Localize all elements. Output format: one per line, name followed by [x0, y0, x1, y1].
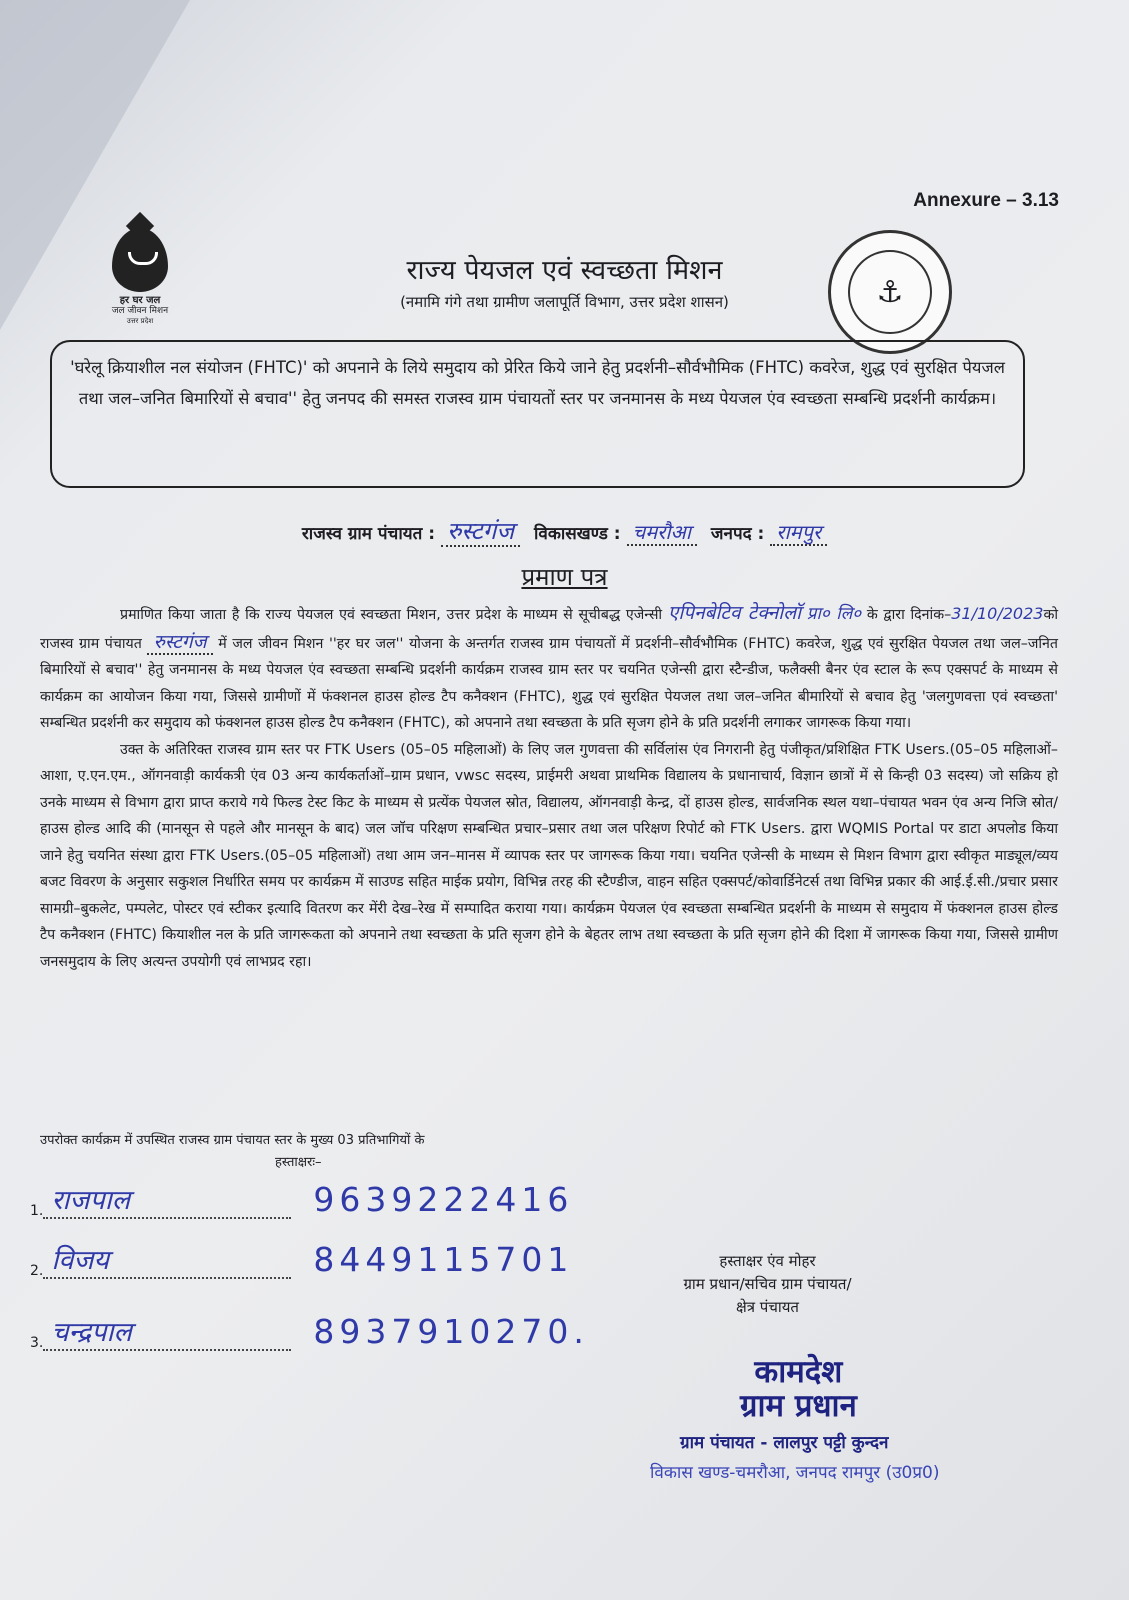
- logo-line3: उत्तर प्रदेश: [126, 317, 154, 325]
- participant-phone: 8449115701: [313, 1240, 574, 1279]
- participant-name: राजपाल: [43, 1180, 291, 1219]
- panchayat-label: राजस्व ग्राम पंचायत :: [301, 524, 436, 544]
- p1-text-c: को राजस्व ग्राम पंचायत: [40, 607, 1059, 652]
- stamp-line2: विकास खण्ड-चमरौआ, जनपद रामपुर (उ0प्र0): [650, 1463, 940, 1483]
- signature-line2: ग्राम प्रधान/सचिव ग्राम पंचायत/: [683, 1275, 852, 1293]
- up-govt-emblem-icon: ⚓: [848, 250, 932, 334]
- certificate-title: प्रमाण पत्र: [521, 563, 608, 591]
- paragraph-1: [40, 600, 1058, 737]
- page-subtitle: (नमामि गंगे तथा ग्रामीण जलापूर्ति विभाग, उत्तर प्रदेश शासन): [400, 293, 729, 311]
- stamp-title: ग्राम प्रधान: [740, 1388, 857, 1424]
- stamp-name: कामदेश: [754, 1354, 843, 1390]
- logo-line1: हर घर जल: [119, 295, 161, 306]
- page-title: राज्य पेयजल एवं स्वच्छता मिशन: [406, 255, 723, 286]
- program-title-box: 'घरेलू क्रियाशील नल संयोजन (FHTC)' को अपनाने के लिये समुदाय को प्रेरित किये जाने हेतु प्रदर्शनी–सौर्वभौमिक (FHTC) कवरेज, शुद्ध एवं सुरक्षित पेयजल तथा जल–जनित बिमारियों से बचाव'' हेतु जनपद की समस्त राजस्व ग्राम पंचायतों स्तर पर जनमानस के मध्य पेयजल एंव स्वच्छता सम्बन्धि प्रदर्शनी कार्यक्रम।: [50, 340, 1025, 488]
- participant-phone: 9639222416: [313, 1180, 574, 1219]
- certificate-body: [40, 600, 1058, 975]
- district-label: जनपद :: [710, 524, 765, 544]
- participant-phone: 8937910270.: [313, 1312, 589, 1351]
- participant-row: [30, 1180, 573, 1219]
- program-date: 31/10/2023: [951, 604, 1044, 623]
- participant-row: [30, 1240, 573, 1279]
- participant-name: विजय: [43, 1240, 291, 1279]
- logo-line2: जल जीवन मिशन: [111, 306, 169, 316]
- p1-text-b: के द्वारा दिनांक–: [866, 607, 952, 623]
- agency-name: एपिनबेटिव टेक्नोलॉ: [667, 602, 802, 624]
- participants-note: उपरोक्त कार्यक्रम में उपस्थित राजस्व ग्राम पंचायत स्तर के मुख्य 03 प्रतिभागियों के: [40, 1133, 425, 1148]
- participant-number: 1.: [30, 1203, 44, 1219]
- participant-name: चन्द्रपाल: [43, 1312, 291, 1351]
- p1-text-d: में जल जीवन मिशन ''हर घर जल'' योजना के अन्तर्गत राजस्व ग्राम पंचायतों में प्रदर्शनी–सौर्वभौमिक (FHTC) कवरेज, शुद्ध एवं सुरक्षित पेयजल तथा जल–जनित बिमारियों से बचाव'' हेतु जनमानस के मध्य पेयजल एंव स्वच्छता सम्बन्धि प्रदर्शनी कार्यक्रम राजस्व ग्राम स्तर पर चयनित एजेन्सी द्वारा स्टैन्डीज, फलैक्सी बैनर एंव स्टाल के रूप एक्सपर्ट के माध्यम से कार्यक्रम का आयोजन किया गया, जिससे ग्रामीणों में फंक्शनल हाउस होल्ड टैप कनैक्शन (FHTC), शुद्ध एवं सुरक्षित पेयजल तथा जल–जनित बीमारियों से बचाव हेतु 'जलगुणवत्ता एवं स्वच्छता' सम्बन्धित प्रदर्शनी कर समुदाय को फंक्शनल हाउस होल्ड टैप कनैक्शन (FHTC), को अपनाने तथा स्वच्छता के प्रति सृजग होने के प्रति प्रदर्शनी लगाकर जागरूक किया गया।: [40, 635, 1059, 731]
- signature-line1: हस्ताक्षर एंव मोहर: [719, 1252, 816, 1270]
- signature-block: [650, 1250, 885, 1319]
- signature-label: हस्ताक्षरः–: [275, 1155, 322, 1170]
- district-value: रामपुर: [770, 520, 827, 546]
- location-fields: [0, 514, 1129, 547]
- panchayat-value: रुस्टगंज: [441, 517, 520, 547]
- paragraph-2: उक्त के अतिरिक्त राजस्व ग्राम स्तर पर FTK Users (05–05 महिलाओं) के लिए जल गुणवत्ता की सर्विलांस एंव निगरानी हेतु पंजीकृत/प्रशिक्षित FTK Users.(05–05 महिलाओं–आशा, ए.एन.एम., ऑगनवाड़ी कार्यकत्री एंव 03 अन्य कार्यकर्ताओं–ग्राम प्रधान, vwsc सदस्य, प्राईमरी अथवा प्राथमिक विद्यालय के प्रधानाचार्य, विज्ञान छात्रों में से किन्ही 03 सदस्य) जो सक्रिय हो उनके माध्यम से विभाग द्वारा प्राप्त कराये गये फिल्ड टेस्ट किट के माध्यम से प्रत्येंक पेयजल स्रोत, विद्यालय, ऑगनवाड़ी केन्द्र, दों हाउस होल्ड, सार्वजनिक स्थल यथा–पंचायत भवन एंव अन्य निजि स्रोत/हाउस होल्ड आदि की (मानसून से पहले और मानसून के बाद) जल जॉच परिक्षण सम्बन्धित प्रचार–प्रसार तथा जल परिक्षण रिपोर्ट को FTK Users. द्वारा WQMIS Portal पर डाटा अपलोड किया जाने हेतु चयनित संस्था द्वारा FTK Users.(05–05 महिलाओं) तथा आम जन–मानस में व्यापक स्तर पर जागरूक किया गया। चयनित एजेन्सी के माध्यम से मिशन विभाग द्वारा स्वीकृत माड्यूल/व्यय बजट विवरण के अनुसार सकुशल निर्धारित समय पर कार्यक्रम में साउण्ड सहित माईक प्रयोग, विभिन्न तरह की स्टैण्डीज, वाहन सहित एक्सपर्ट/कोवार्डिनेटर्स तथा विभिन्न प्रकार की आई.ई.सी./प्रचार प्रसार सामग्री–बुकलेट, पम्पलेट, पोस्टर एवं स्टीकर इत्यादि वितरण कर मेंरी देख–रेख में सम्पादित कराया गया। कार्यक्रम पेयजल एंव स्वच्छता सम्बन्धित प्रदर्शनी के माध्यम से समुदाय में फंक्शनल हाउस होल्ड टैप कनैक्शन (FHTC) कियाशील नल के प्रति जागरूकता को अपनाने तथा स्वच्छता के प्रति सृजग होने के बेहतर लाभ तथा स्वच्छता के प्रति सृजग होने की दिशा में जागरूक किया गया, जिससे ग्रामीण जनसमुदाय के लिए अत्यन्त उपयोगी एवं लाभप्रद रहा।: [40, 741, 1058, 970]
- participant-row: [30, 1312, 589, 1351]
- pradhan-stamp: [740, 1355, 857, 1423]
- body-panchayat: रुस्टगंज: [147, 631, 212, 655]
- agency-suffix: प्रा० लि०: [806, 604, 862, 624]
- p1-text-a: प्रमाणित किया जाता है कि राज्य पेयजल एवं स्वच्छता मिशन, उत्तर प्रदेश के माध्यम से सूचीबद्ध एजेन्सी: [120, 607, 663, 623]
- participant-number: 2.: [30, 1263, 44, 1279]
- signature-line3: क्षेत्र पंचायत: [736, 1298, 799, 1316]
- block-value: चमरौआ: [627, 520, 697, 546]
- participant-number: 3.: [30, 1335, 44, 1351]
- block-label: विकासखण्ड :: [533, 524, 621, 544]
- annexure-label: Annexure – 3.13: [913, 190, 1059, 211]
- stamp-line1: ग्राम पंचायत - लालपुर पट्टी कुन्दन: [680, 1433, 889, 1453]
